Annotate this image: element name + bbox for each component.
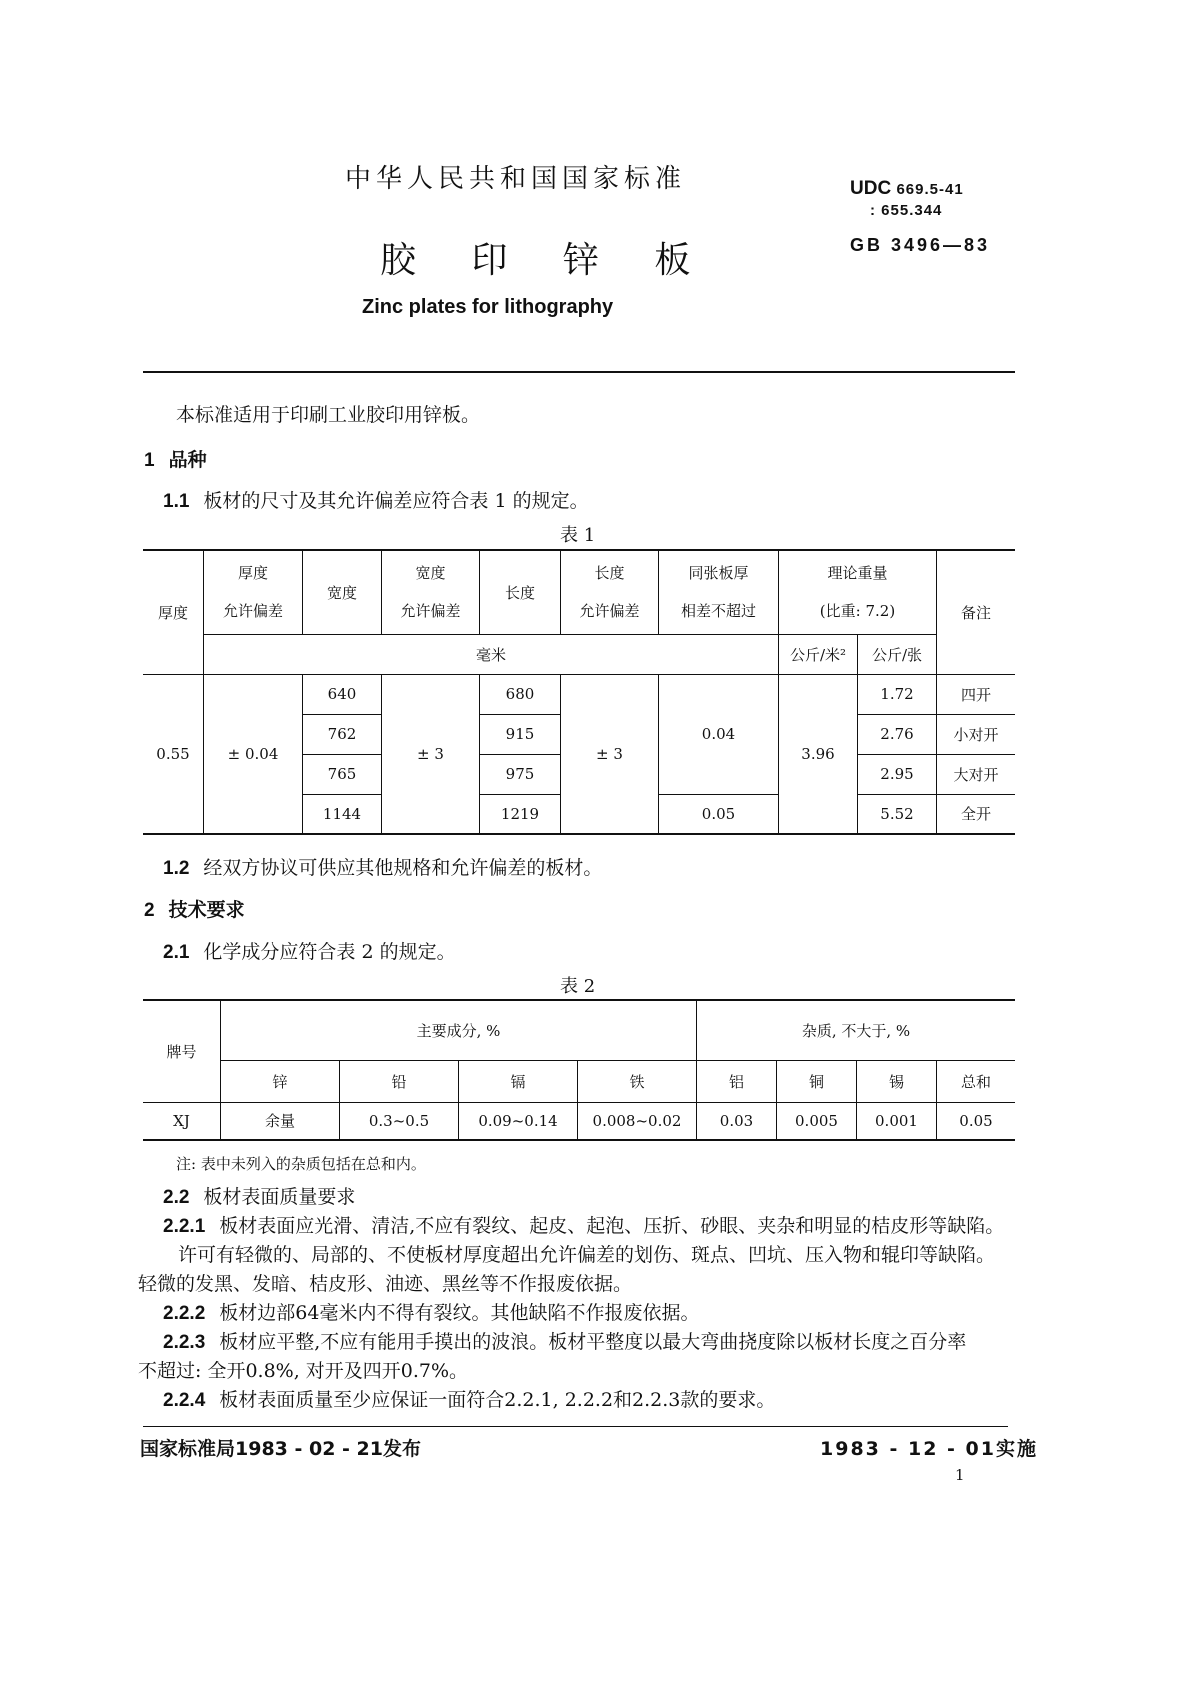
cell-width: 640 (303, 674, 382, 714)
th-al: 铝 (697, 1060, 777, 1102)
clause-text: 板材表面质量至少应保证一面符合2.2.1, 2.2.2和2.2.3款的要求。 (219, 1389, 776, 1411)
clause-2-2-3-cont: 不超过: 全开0.8%, 对开及四开0.7%。 (138, 1360, 469, 1382)
clause-number: 1.2 (163, 858, 190, 879)
footer-rule (143, 1426, 1008, 1427)
th-width-tol: 宽度 允许偏差 (382, 550, 480, 634)
section-title: 技术要求 (168, 899, 245, 921)
cell-length: 915 (480, 714, 561, 754)
page-number: 1 (955, 1466, 965, 1484)
header-rule (143, 371, 1015, 373)
th-length-tol: 长度 允许偏差 (561, 550, 659, 634)
clause-text: 板材的尺寸及其允许偏差应符合表 1 的规定。 (203, 490, 589, 512)
clause-text: 化学成分应符合表 2 的规定。 (203, 941, 456, 963)
clause-text: 板材应平整,不应有能用手摸出的波浪。板材平整度以最大弯曲挠度除以板材长度之百分率 (219, 1331, 967, 1353)
clause-number: 2.2.4 (163, 1390, 206, 1411)
unit-kg-per-m2: 公斤/米² (779, 634, 858, 674)
cell-remark: 全开 (937, 794, 1016, 834)
cell-remark: 小对开 (937, 714, 1016, 754)
standard-title: 中华人民共和国国家标准 (345, 164, 687, 194)
gb-code: GB 3496—83 (850, 235, 991, 255)
clause-2-1 (163, 937, 456, 964)
clause-1-2 (163, 853, 602, 880)
cell-width: 765 (303, 754, 382, 794)
cell-length: 975 (480, 754, 561, 794)
cell-same-sheet: 0.05 (659, 794, 779, 834)
cell-width: 762 (303, 714, 382, 754)
cell-pb: 0.3~0.5 (340, 1102, 459, 1140)
cell-weight-sheet: 5.52 (858, 794, 937, 834)
section-number: 2 (144, 900, 155, 921)
cell-sn: 0.001 (857, 1102, 937, 1140)
cell-weight-sheet: 2.95 (858, 754, 937, 794)
th-same-sheet: 同张板厚 相差不超过 (659, 550, 779, 634)
cell-fe: 0.008~0.02 (578, 1102, 697, 1140)
cell-weight-sheet: 2.76 (858, 714, 937, 754)
clause-number: 2.1 (163, 942, 190, 963)
th-cu: 铜 (777, 1060, 857, 1102)
clause-2-2-1-cont: 许可有轻微的、局部的、不使板材厚度超出允许偏差的划伤、斑点、凹坑、压入物和辊印等缺陷。 (178, 1244, 996, 1266)
th-width: 宽度 (303, 550, 382, 634)
document-title: 胶 印 锌 板 (380, 240, 713, 281)
clause-1-1 (163, 486, 589, 513)
th-remark: 备注 (937, 550, 1016, 674)
udc-label: UDC (850, 178, 892, 199)
cell-width: 1144 (303, 794, 382, 834)
th-impurity: 杂质, 不大于, % (697, 1000, 1016, 1060)
clause-2-2 (163, 1182, 355, 1209)
table2-caption: 表 2 (560, 976, 596, 997)
udc-line1: 669.5-41 (896, 181, 964, 198)
th-fe: 铁 (578, 1060, 697, 1102)
cell-length: 1219 (480, 794, 561, 834)
section-title: 品种 (168, 449, 207, 471)
cell-length-tol: ± 3 (561, 674, 659, 834)
udc-code (850, 178, 964, 219)
cell-remark: 大对开 (937, 754, 1016, 794)
th-main-composition: 主要成分, % (221, 1000, 697, 1060)
section-number: 1 (144, 450, 155, 471)
clause-number: 2.2.2 (163, 1303, 206, 1324)
udc-line2: : 655.344 (870, 202, 943, 219)
clause-text: 板材表面应光滑、清洁,不应有裂纹、起皮、起泡、压折、砂眼、夹杂和明显的桔皮形等缺陷。 (219, 1215, 1005, 1237)
cell-cu: 0.005 (777, 1102, 857, 1140)
effective-date: 1983 - 12 - 01实施 (820, 1438, 1038, 1460)
clause-2-2-2 (163, 1298, 699, 1325)
clause-2-2-4 (163, 1385, 775, 1412)
th-total: 总和 (937, 1060, 1016, 1102)
cell-cd: 0.09~0.14 (459, 1102, 578, 1140)
th-length: 长度 (480, 550, 561, 634)
th-brand: 牌号 (143, 1000, 221, 1102)
cell-weight-m2: 3.96 (779, 674, 858, 834)
clause-text: 经双方协议可供应其他规格和允许偏差的板材。 (203, 857, 603, 879)
english-title: Zinc plates for lithography (362, 296, 614, 318)
section-1-heading (144, 445, 207, 472)
cell-al: 0.03 (697, 1102, 777, 1140)
clause-number: 2.2.1 (163, 1216, 206, 1237)
cell-thickness: 0.55 (143, 674, 204, 834)
cell-width-tol: ± 3 (382, 674, 480, 834)
th-thickness-tol: 厚度 允许偏差 (204, 550, 303, 634)
cell-weight-sheet: 1.72 (858, 674, 937, 714)
th-thickness: 厚度 (143, 550, 204, 674)
clause-number: 2.2 (163, 1187, 190, 1208)
cell-length: 680 (480, 674, 561, 714)
cell-thickness-tol: ± 0.04 (204, 674, 303, 834)
table-1 (143, 549, 1015, 835)
unit-kg-per-sheet: 公斤/张 (858, 634, 937, 674)
clause-2-2-1-cont2: 轻微的发黑、发暗、桔皮形、油迹、黑丝等不作报废依据。 (138, 1273, 633, 1295)
th-cd: 镉 (459, 1060, 578, 1102)
unit-mm: 毫米 (204, 634, 779, 674)
cell-total: 0.05 (937, 1102, 1016, 1140)
clause-2-2-1 (163, 1211, 1004, 1238)
clause-number: 1.1 (163, 491, 190, 512)
clause-text: 板材表面质量要求 (203, 1186, 356, 1208)
table2-note: 注: 表中未列入的杂质包括在总和内。 (176, 1155, 426, 1173)
clause-number: 2.2.3 (163, 1332, 206, 1353)
cell-remark: 四开 (937, 674, 1016, 714)
th-zn: 锌 (221, 1060, 340, 1102)
cell-same-sheet: 0.04 (659, 674, 779, 794)
cell-zn: 余量 (221, 1102, 340, 1140)
cell-brand: XJ (143, 1102, 221, 1140)
th-pb: 铅 (340, 1060, 459, 1102)
th-theoretical-weight: 理论重量 (比重: 7.2) (779, 550, 937, 634)
table1-caption: 表 1 (560, 525, 596, 546)
table-2 (143, 999, 1015, 1141)
th-sn: 锡 (857, 1060, 937, 1102)
intro-text: 本标准适用于印刷工业胶印用锌板。 (176, 404, 481, 426)
issue-date: 国家标准局1983 - 02 - 21发布 (140, 1438, 421, 1460)
clause-text: 板材边部64毫米内不得有裂纹。其他缺陷不作报废依据。 (219, 1302, 700, 1324)
section-2-heading (144, 895, 245, 922)
clause-2-2-3 (163, 1327, 966, 1354)
